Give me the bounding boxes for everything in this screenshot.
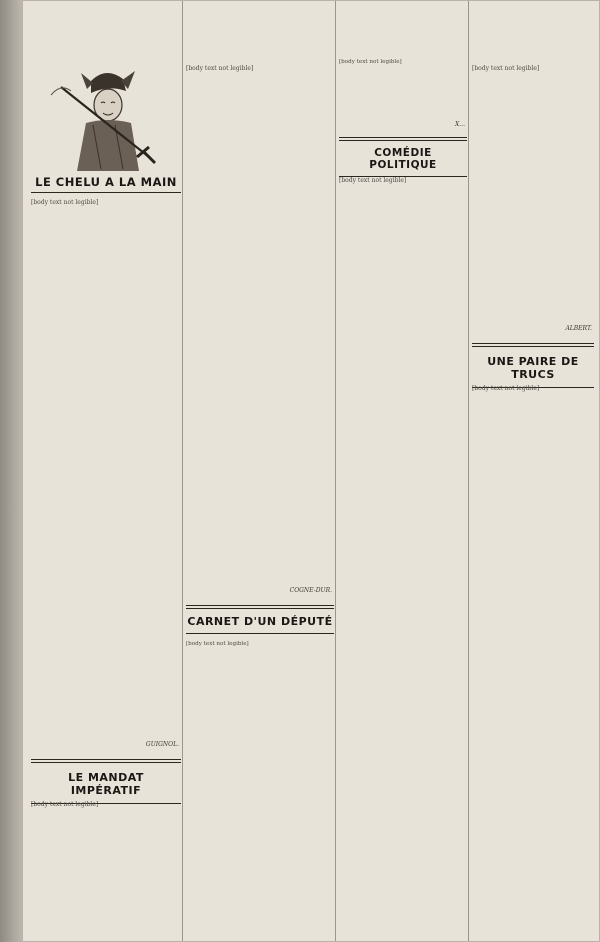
mandat-article-text: [body text not legible] [31, 801, 99, 808]
carnet-article-text-continued: [body text not legible] [339, 59, 402, 65]
chelu-illustration [31, 61, 181, 173]
signature-cogne-dur: COGNE-DUR. [289, 587, 332, 594]
trucs-article-text: [body text not legible] [472, 385, 540, 392]
signature-guignol: GUIGNOL. [145, 741, 179, 748]
heading-trucs: UNE PAIRE DE TRUCS [487, 355, 579, 381]
signature-albert: ALBERT. [565, 325, 592, 332]
book-spine [0, 0, 22, 942]
newspaper-page [22, 0, 600, 942]
chelu-article-text: [body text not legible] [31, 199, 99, 206]
mandat-article-text-continued: [body text not legible] [186, 65, 254, 72]
heading-comedie: COMÉDIE POLITIQUE [369, 147, 437, 171]
heading-carnet: CARNET D'UN DÉPUTÉ [187, 615, 333, 628]
jester-with-sword-illustration [31, 61, 181, 173]
column-rule [335, 1, 336, 942]
heading-mandat: LE MANDAT IMPÉRATIF [68, 771, 144, 797]
column-rule [182, 1, 183, 942]
column-4-top-text: [body text not legible] [472, 65, 540, 72]
carnet-article-text: [body text not legible] [186, 641, 249, 647]
column-3 [339, 1, 467, 942]
signature-x: X... [455, 121, 465, 128]
column-2 [186, 1, 334, 942]
comedie-article-text: [body text not legible] [339, 177, 407, 184]
column-rule [468, 1, 469, 942]
heading-chelu: LE CHELU A LA MAIN [35, 175, 177, 189]
column-1 [31, 1, 181, 942]
column-4 [472, 1, 594, 942]
